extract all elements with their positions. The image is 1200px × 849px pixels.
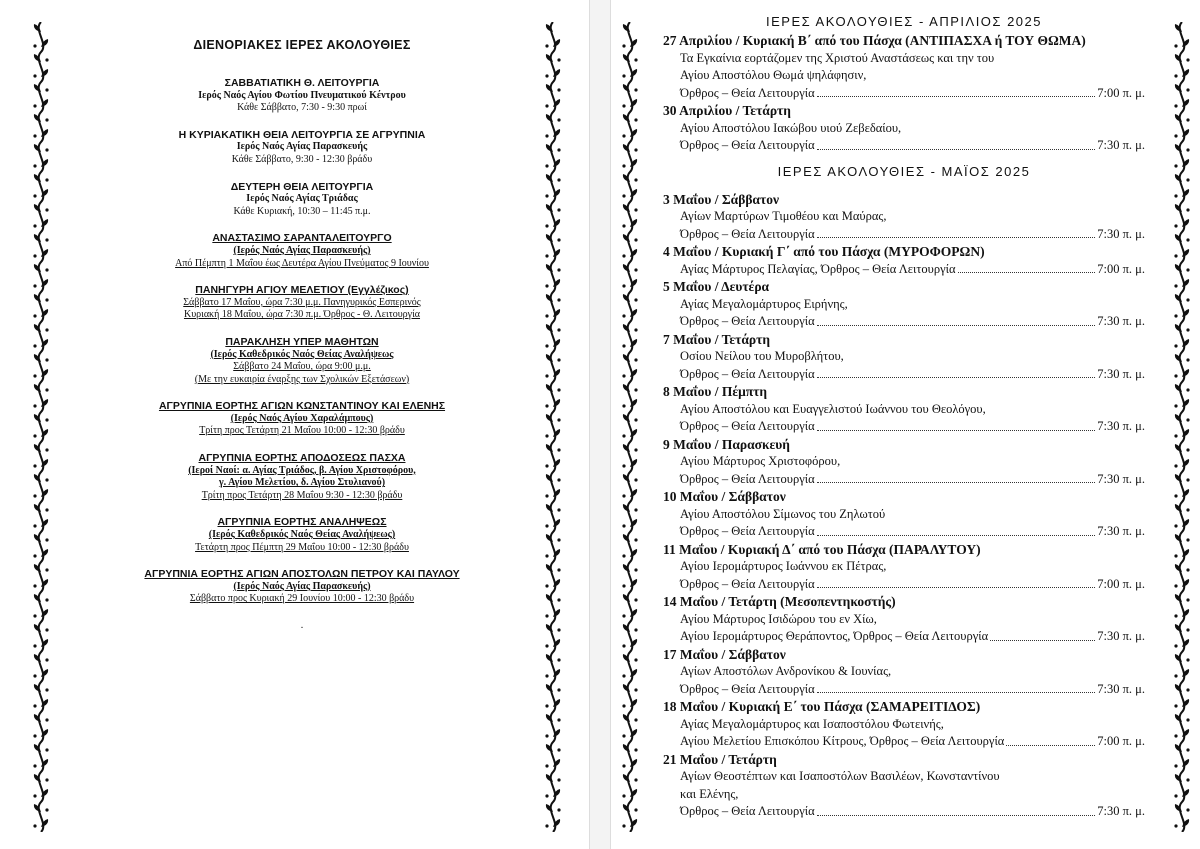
entry-time-row — [663, 523, 1145, 541]
dot-leader — [990, 628, 1095, 641]
entry-time-row — [663, 576, 1145, 594]
may-title: ΙΕΡΕΣ ΑΚΟΛΟΥΘΙΕΣ - ΜΑΪΟΣ 2025 — [777, 163, 1031, 179]
schedule-entry — [663, 331, 1145, 384]
service-title: ΔΕΥΤΕΡΗ ΘΕΙΑ ΛΕΙΤΟΥΡΓΙΑ — [230, 180, 374, 193]
service-title: ΠΑΝΗΓΥΡΗ ΑΓΙΟΥ ΜΕΛΕΤΙΟΥ (Εγγλέζικος) — [195, 284, 409, 297]
schedule-entry — [663, 102, 1145, 155]
service-church: (Ιερός Καθεδρικός Ναός Θείας Αναλήψεως — [210, 348, 394, 360]
service-church: (Ιερός Καθεδρικός Ναός Θείας Αναλήψεως) — [208, 529, 396, 541]
entry-service-text: Αγίας Μάρτυρος Πελαγίας, Όρθρος – Θεία Λειτουργία — [680, 261, 956, 276]
entry-service-text: Όρθρος – Θεία Λειτουργία — [680, 138, 815, 152]
service-schedule: Σάββατο προς Κυριακή 29 Ιουνίου 10:00 - 12:30 βράδυ — [189, 593, 415, 605]
entry-feast-line: Αγίου Μάρτυρος Ισιδώρου του εν Χίω, — [680, 611, 877, 626]
left-page — [0, 0, 590, 849]
entry-time: 7:00 π. μ. — [1097, 576, 1145, 591]
service-schedule: Σάββατο 24 Μαΐου, ώρα 9:00 μ.μ. — [233, 361, 371, 373]
entry-time: 7:30 π. μ. — [1097, 524, 1145, 538]
entry-time-row — [663, 803, 1145, 821]
service-schedule: Τρίτη προς Τετάρτη 28 Μαΐου 9:30 - 12:30 βράδυ — [201, 489, 403, 501]
entry-time-row — [663, 733, 1145, 751]
entry-time: 7:00 π. μ. — [1097, 85, 1145, 100]
entry-time-row — [663, 313, 1145, 331]
dot-leader — [817, 681, 1096, 694]
service-church: Ιερός Ναός Αγίας Παρασκευής — [236, 141, 368, 153]
entry-service-text: Αγίου Μελετίου Επισκόπου Κίτρους, Όρθρος – Θεία Λειτουργία — [680, 734, 1005, 748]
dot-leader — [817, 85, 1096, 98]
service-schedule: Κυριακή 18 Μαΐου, ώρα 7:30 π.μ. Όρθρος - Θ. Λειτουργία — [183, 309, 421, 321]
service-church: γ. Αγίου Μελετίου, δ. Αγίου Στυλιανού) — [218, 477, 386, 489]
schedule-entry — [663, 32, 1145, 102]
entry-time-row — [663, 137, 1145, 155]
entry-feast-line: Αγίου Αποστόλου Θωμά ψηλάφησιν, — [680, 68, 867, 82]
schedule-entry — [663, 751, 1145, 821]
inter-parish-services — [92, 38, 512, 631]
schedule-entry — [663, 278, 1145, 331]
service-church: (Ιεροί Ναοί: α. Αγίας Τριάδος, β. Αγίου Χριστοφόρου, — [188, 464, 416, 476]
entry-service-text: Όρθρος – Θεία Λειτουργία — [680, 471, 815, 486]
service-schedule: Τρίτη προς Τετάρτη 21 Μαΐου 10:00 - 12:30 βράδυ — [199, 425, 405, 437]
entry-time-row — [663, 681, 1145, 699]
service-schedule: Σάββατο 17 Μαΐου, ώρα 7:30 μ.μ. Πανηγυρικός Εσπερινός — [183, 296, 421, 308]
entry-time: 7:30 π. μ. — [1097, 471, 1145, 486]
entry-time-row — [663, 366, 1145, 384]
schedule-entry — [663, 243, 1145, 278]
entry-feast-line: Αγίων Αποστόλων Ανδρονίκου & Ιουνίας, — [680, 664, 892, 678]
entry-service-text: Όρθρος – Θεία Λειτουργία — [680, 226, 815, 241]
entry-feast-line: Αγίου Αποστόλου Σίμωνος του Ζηλωτού — [680, 506, 886, 521]
april-title: ΙΕΡΕΣ ΑΚΟΛΟΥΘΙΕΣ - ΑΠΡΙΛΙΟΣ 2025 — [765, 14, 1042, 29]
entry-time-row — [663, 261, 1145, 279]
entry-feast-line: Οσίου Νείλου του Μυροβλήτου, — [680, 349, 844, 363]
entry-feast-line: Αγίου Μάρτυρος Χριστοφόρου, — [680, 454, 841, 468]
right-page — [610, 0, 1200, 849]
entry-feast-line: Αγίων Μαρτύρων Τιμοθέου και Μαύρας, — [680, 209, 887, 223]
entry-service-text: Αγίου Ιερομάρτυρος Θεράποντος, Όρθρος – Θεία Λειτουργία — [680, 629, 989, 643]
entry-date-heading: 7 Μαΐου / Τετάρτη — [663, 331, 771, 347]
service-title: ΑΓΡΥΠΝΙΑ ΕΟΡΤΗΣ ΑΓΙΩΝ ΚΩΝΣΤΑΝΤΙΝΟΥ ΚΑΙ ΕΛΕΝΗΣ — [158, 400, 446, 413]
entry-service-text: Όρθρος – Θεία Λειτουργία — [680, 85, 815, 100]
entry-service-text: Όρθρος – Θεία Λειτουργία — [680, 366, 815, 381]
entry-date-heading: 5 Μαΐου / Δευτέρα — [663, 279, 770, 294]
service-title: ΑΝΑΣΤΑΣΙΜΟ ΣΑΡΑΝΤΑΛΕΙΤΟΥΡΓΟ — [212, 232, 392, 245]
service-block — [92, 181, 512, 219]
service-block — [92, 232, 512, 270]
entry-feast-line: και Ελένης, — [680, 786, 739, 801]
entry-date-heading: 11 Μαΐου / Κυριακή Δ΄ από του Πάσχα (ΠΑΡΑΛΥΤΟΥ) — [663, 541, 981, 557]
entry-time: 7:30 π. μ. — [1097, 419, 1145, 433]
entry-date-heading: 18 Μαΐου / Κυριακή Ε΄ του Πάσχα (ΣΑΜΑΡΕΙΤΙΔΟΣ) — [663, 699, 981, 714]
entry-service-text: Όρθρος – Θεία Λειτουργία — [680, 524, 815, 538]
entry-time-row — [663, 226, 1145, 244]
dot-leader — [817, 137, 1096, 150]
dot-leader — [817, 313, 1096, 326]
service-title: ΑΓΡΥΠΝΙΑ ΕΟΡΤΗΣ ΑΓΙΩΝ ΑΠΟΣΤΟΛΩΝ ΠΕΤΡΟΥ ΚΑΙ ΠΑΥΛΟΥ — [144, 568, 460, 581]
schedule-entry — [663, 436, 1145, 489]
entry-time-row — [663, 85, 1145, 103]
page-gutter — [590, 0, 610, 849]
schedule-entry — [663, 488, 1145, 541]
entry-feast-line: Αγίου Ιερομάρτυρος Ιωάννου εκ Πέτρας, — [680, 559, 887, 573]
vine-border-icon — [30, 22, 52, 832]
entry-time-row — [663, 471, 1145, 489]
entry-feast-line: Τα Εγκαίνια εορτάζομεν της Χριστού Αναστάσεως και την του — [680, 50, 995, 65]
service-title: ΣΑΒΒΑΤΙΑΤΙΚΗ Θ. ΛΕΙΤΟΥΡΓΙΑ — [224, 77, 380, 89]
service-church: Ιερός Ναός Αγίου Φωτίου Πνευματικού Κέντρου — [198, 89, 406, 101]
entry-date-heading: 4 Μαΐου / Κυριακή Γ΄ από του Πάσχα (ΜΥΡΟΦΟΡΩΝ) — [663, 244, 985, 259]
dot-leader — [1006, 733, 1095, 746]
service-schedule: Κάθε Σάββατο, 9:30 - 12:30 βράδυ — [231, 153, 373, 165]
page-title: ΔΙΕΝΟΡΙΑΚΕΣ ΙΕΡΕΣ ΑΚΟΛΟΥΘΙΕΣ — [193, 38, 411, 52]
service-schedule: Τετάρτη προς Πέμπτη 29 Μαΐου 10:00 - 12:30 βράδυ — [195, 541, 409, 553]
entry-service-text: Όρθρος – Θεία Λειτουργία — [680, 681, 815, 696]
entry-time: 7:30 π. μ. — [1097, 366, 1145, 381]
schedule-entry — [663, 383, 1145, 436]
schedule-entry — [663, 191, 1145, 244]
service-church: (Ιερός Ναός Αγίας Παρασκευής) — [233, 580, 371, 592]
service-schedule: Κάθε Σάββατο, 7:30 - 9:30 πρωί — [237, 102, 367, 114]
service-block — [92, 129, 512, 167]
dot-leader — [817, 226, 1096, 239]
april-entries — [663, 32, 1145, 155]
entry-time: 7:30 π. μ. — [1097, 226, 1145, 241]
entry-time: 7:00 π. μ. — [1097, 734, 1145, 748]
entry-feast-line: Αγίου Αποστόλου και Ευαγγελιστού Ιωάννου του Θεολόγου, — [680, 401, 986, 416]
schedule-entry — [663, 698, 1145, 751]
entry-feast-line: Αγίας Μεγαλομάρτυρος Ειρήνης, — [680, 296, 848, 311]
dot-leader — [817, 471, 1096, 484]
service-title: ΑΓΡΥΠΝΙΑ ΕΟΡΤΗΣ ΑΝΑΛΗΨΕΩΣ — [217, 516, 387, 529]
entry-service-text: Όρθρος – Θεία Λειτουργία — [680, 419, 815, 433]
entry-feast-line: Αγίου Αποστόλου Ιακώβου υιού Ζεβεδαίου, — [680, 120, 902, 135]
dot-mark: . — [300, 620, 304, 631]
entry-date-heading: 14 Μαΐου / Τετάρτη (Μεσοπεντηκοστής) — [663, 594, 896, 609]
entry-time: 7:30 π. μ. — [1097, 629, 1145, 643]
service-title: ΑΓΡΥΠΝΙΑ ΕΟΡΤΗΣ ΑΠΟΔΟΣΕΩΣ ΠΑΣΧΑ — [198, 452, 406, 465]
service-block — [92, 77, 512, 115]
entry-time: 7:30 π. μ. — [1097, 804, 1145, 818]
service-block — [92, 452, 512, 502]
entry-time: 7:30 π. μ. — [1097, 314, 1145, 328]
service-schedule: (Με την ευκαιρία έναρξης των Σχολικών Εξετάσεων) — [194, 373, 410, 385]
entry-date-heading: 17 Μαΐου / Σάββατον — [663, 646, 786, 662]
service-block — [92, 284, 512, 322]
dot-leader — [817, 523, 1096, 536]
service-title: Η ΚΥΡΙΑΚΑΤΙΚΗ ΘΕΙΑ ΛΕΙΤΟΥΡΓΙΑ ΣΕ ΑΓΡΥΠΝΙΑ — [178, 128, 426, 141]
services-list — [92, 77, 512, 606]
entry-date-heading: 27 Απριλίου / Κυριακή Β΄ από του Πάσχα (ΑΝΤΙΠΑΣΧΑ ή ΤΟΥ ΘΩΜΑ) — [663, 33, 1086, 48]
entry-feast-line: Αγίας Μεγαλομάρτυρος και Ισαποστόλου Φωτεινής, — [680, 716, 944, 731]
schedule-entry — [663, 646, 1145, 699]
entry-date-heading: 3 Μαΐου / Σάββατον — [663, 191, 779, 207]
entry-time: 7:30 π. μ. — [1097, 681, 1145, 696]
entry-time-row — [663, 628, 1145, 646]
entry-date-heading: 10 Μαΐου / Σάββατον — [663, 489, 786, 504]
entry-service-text: Όρθρος – Θεία Λειτουργία — [680, 804, 815, 818]
entry-service-text: Όρθρος – Θεία Λειτουργία — [680, 314, 815, 328]
service-block — [92, 568, 512, 606]
entry-time-row — [663, 418, 1145, 436]
service-schedule: Από Πέμπτη 1 Μαΐου έως Δευτέρα Αγίου Πνεύματος 9 Ιουνίου — [175, 257, 429, 269]
service-block — [92, 516, 512, 554]
entry-date-heading: 30 Απριλίου / Τετάρτη — [663, 103, 791, 118]
service-church: (Ιερός Ναός Αγίας Παρασκευής) — [233, 244, 371, 256]
service-title: ΠΑΡΑΚΛΗΣΗ ΥΠΕΡ ΜΑΘΗΤΩΝ — [225, 335, 379, 348]
entry-feast-line: Αγίων Θεοστέπτων και Ισαποστόλων Βασιλέων, Κωνσταντίνου — [680, 769, 1000, 783]
dot-leader — [958, 261, 1096, 274]
schedule-entry — [663, 593, 1145, 646]
entry-service-text: Όρθρος – Θεία Λειτουργία — [680, 576, 815, 591]
service-block — [92, 400, 512, 438]
dot-leader — [817, 366, 1096, 379]
service-block — [92, 336, 512, 386]
may-entries — [663, 191, 1145, 821]
entry-date-heading: 21 Μαΐου / Τετάρτη — [663, 751, 777, 767]
dot-leader — [817, 803, 1096, 816]
dot-leader — [817, 418, 1096, 431]
vine-border-icon — [542, 22, 564, 832]
monthly-schedule — [663, 12, 1145, 821]
entry-date-heading: 9 Μαΐου / Παρασκευή — [663, 436, 790, 452]
service-church: (Ιερός Ναός Αγίου Χαραλάμπους) — [230, 412, 374, 424]
service-schedule: Κάθε Κυριακή, 10:30 – 11:45 π.μ. — [233, 205, 371, 217]
vine-border-icon — [1171, 22, 1193, 832]
entry-time: 7:00 π. μ. — [1097, 261, 1145, 276]
schedule-entry — [663, 541, 1145, 594]
vine-border-icon — [619, 22, 641, 832]
service-church: Ιερός Ναός Αγίας Τριάδας — [246, 193, 358, 205]
entry-time: 7:30 π. μ. — [1097, 138, 1145, 152]
dot-leader — [817, 576, 1096, 589]
entry-date-heading: 8 Μαΐου / Πέμπτη — [663, 384, 768, 399]
